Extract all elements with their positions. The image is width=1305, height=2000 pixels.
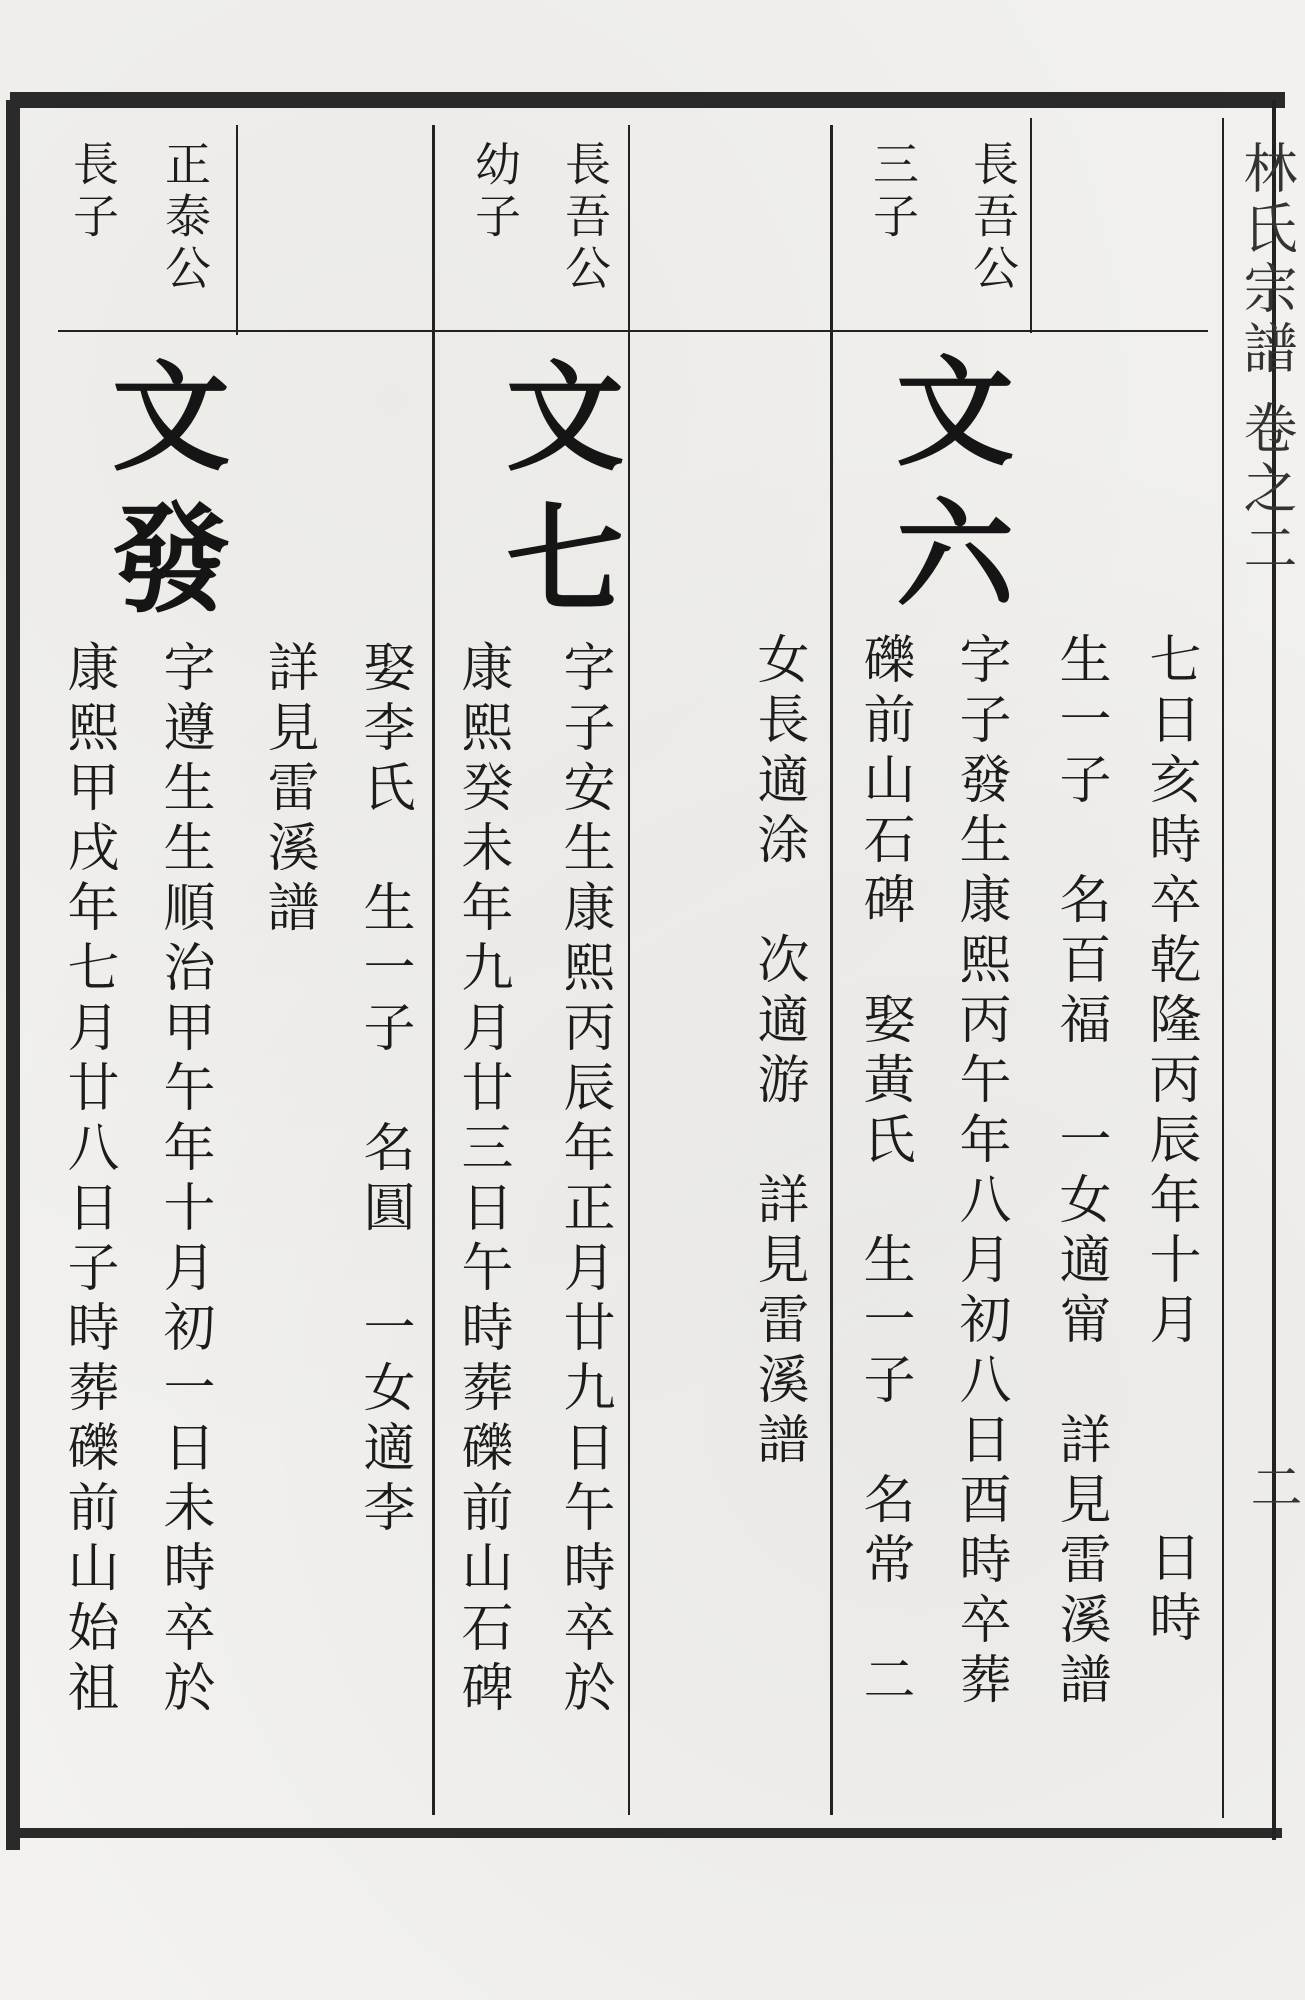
left-frame-border	[6, 100, 20, 1850]
top-frame-border	[10, 92, 1285, 108]
volume-label: 卷之二	[1235, 400, 1298, 580]
entry-text-column: 生一子 名百福 一女適甯 詳見雷溪譜	[1050, 632, 1110, 1712]
section-divider	[830, 125, 833, 1815]
section-divider	[432, 125, 435, 1815]
section-divider	[236, 125, 238, 335]
entry-text-column: 礫前山石碑 娶黃氏 生一子 名常 二	[854, 632, 914, 1712]
entry-rank: 長子	[66, 140, 120, 244]
margin-divider	[1222, 118, 1224, 1818]
entry-name: 文七	[486, 355, 625, 639]
entry-father: 長吾公	[558, 140, 612, 296]
entry-text-column: 女長適涂 次適游 詳見雷溪譜	[748, 632, 808, 1472]
section-divider	[1030, 118, 1032, 333]
page-number: 二	[1241, 1460, 1301, 1512]
entry-rank: 幼子	[468, 140, 522, 244]
header-row-divider	[58, 330, 1208, 332]
book-title: 林氏宗譜	[1235, 140, 1298, 380]
entry-father: 長吾公	[966, 140, 1020, 296]
entry-text-column: 字子安生康熙丙辰年正月廿九日午時卒於	[554, 640, 614, 1720]
entry-father: 正泰公	[158, 140, 212, 296]
entry-text-column: 日時	[1140, 1530, 1200, 1650]
entry-text-column: 字遵生生順治甲午年十月初一日未時卒於	[154, 640, 214, 1720]
entry-text-column: 七日亥時卒乾隆丙辰年十月	[1140, 632, 1200, 1352]
entry-name: 文六	[876, 350, 1015, 634]
entry-rank: 三子	[866, 140, 920, 244]
entry-name: 文發	[92, 355, 231, 639]
entry-text-column: 字子發生康熙丙午年八月初八日酉時卒葬	[950, 632, 1010, 1712]
bottom-frame-border	[20, 1828, 1282, 1838]
entry-text-column: 娶李氏 生一子 名圓 一女適李	[354, 640, 414, 1540]
entry-text-column: 康熙癸未年九月廿三日午時葬礫前山石碑	[452, 640, 512, 1720]
entry-text-column: 詳見雷溪譜	[258, 640, 318, 940]
entry-text-column: 康熙甲戌年七月廿八日子時葬礫前山始祖	[58, 640, 118, 1720]
